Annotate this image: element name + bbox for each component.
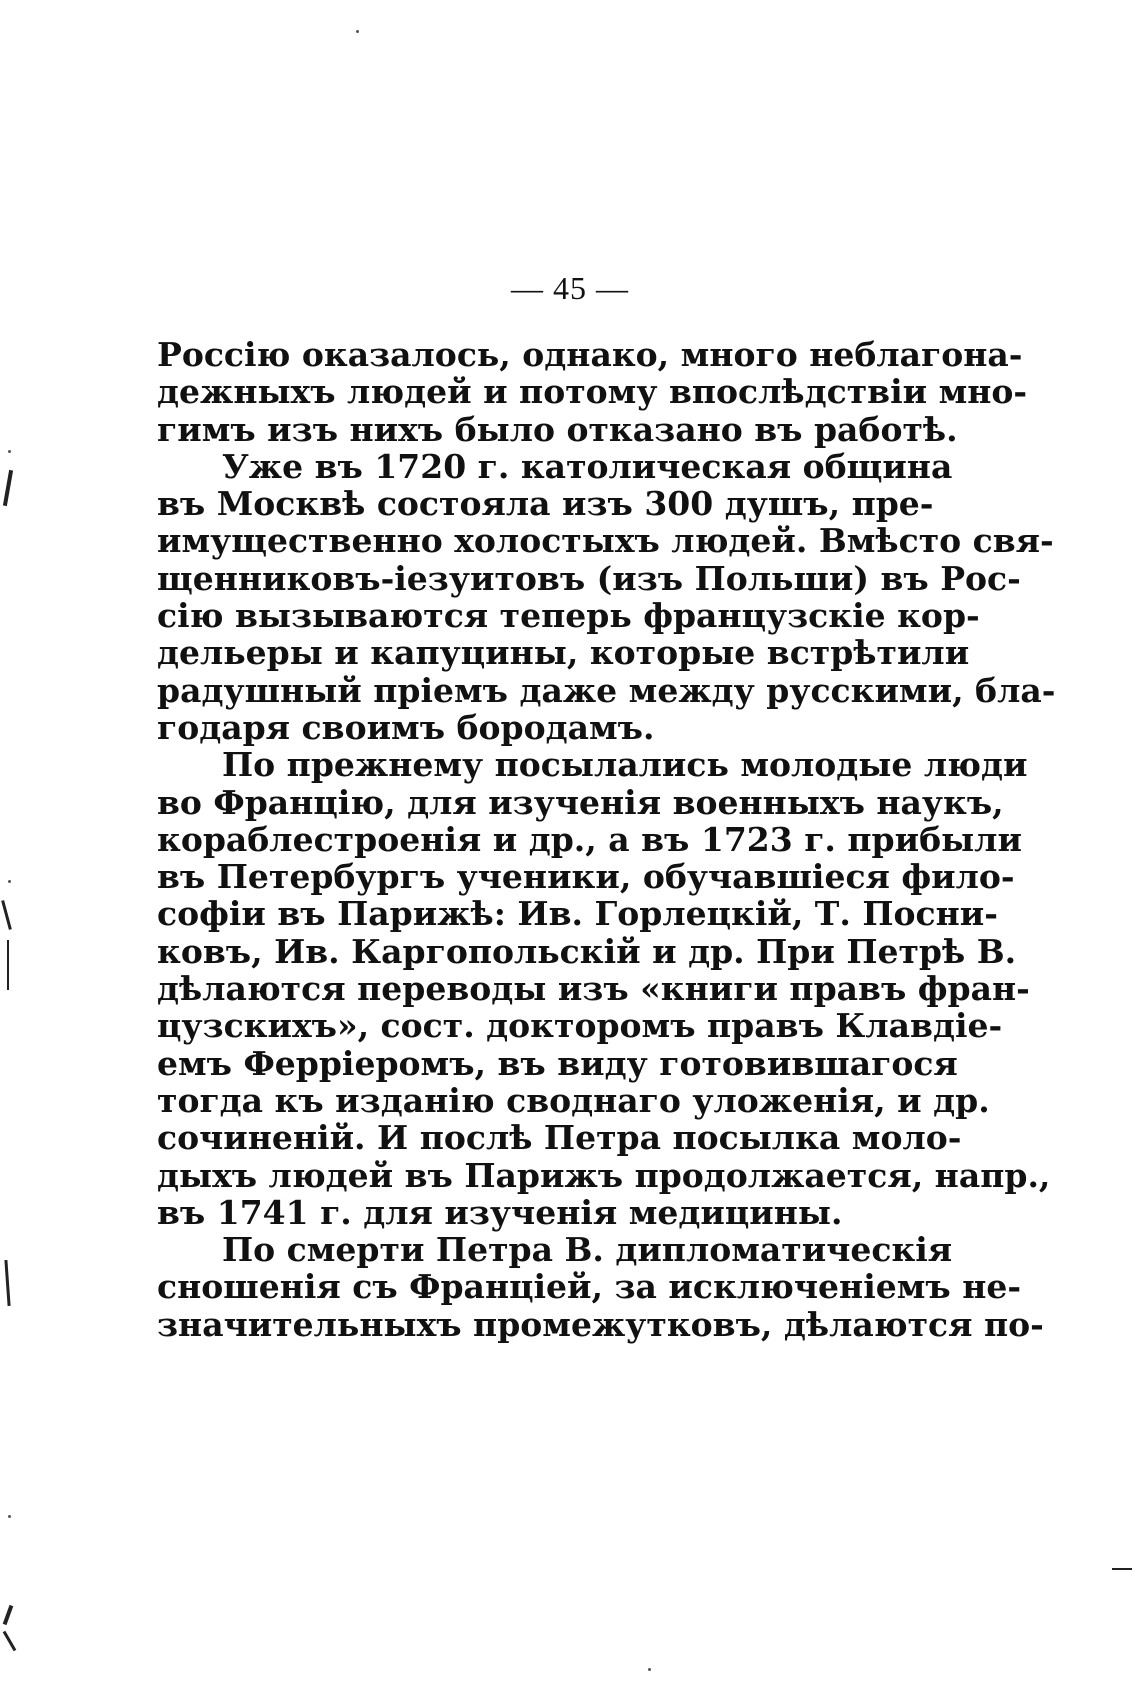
body-text: [157, 335, 1056, 1344]
paragraph-start-line: Уже въ 1720 г. католическая община: [222, 446, 953, 486]
text-line: сію вызываются теперь французскіе кор-: [157, 596, 980, 636]
text-line: дельеры и капуцины, которые встрѣтили: [157, 633, 970, 673]
scan-speck: [8, 1515, 11, 1518]
scan-mark: [7, 940, 9, 990]
paragraph-start-line: По смерти Петра В. дипломатическія: [222, 1230, 953, 1270]
page-number: — 45 —: [511, 270, 629, 306]
text-line: щенниковъ-іезуитовъ (изъ Польши) въ Рос-: [157, 558, 1021, 598]
paragraph-start-line: По прежнему посылались молодые люди: [222, 745, 1028, 785]
scan-speck: [8, 450, 11, 453]
text-line: дыхъ людей въ Парижъ продолжается, напр.,: [157, 1155, 1051, 1195]
text-line: годаря своимъ бородамъ.: [157, 707, 655, 747]
text-line: емъ Ферріеромъ, въ виду готовившагося: [157, 1043, 958, 1083]
text-line: значительныхъ промежутковъ, дѣлаются по-: [157, 1304, 1044, 1344]
scan-mark: [4, 1260, 10, 1306]
text-line: цузскихъ», сост. докторомъ правъ Клавдіе-: [157, 1006, 1003, 1046]
text-line: радушный пріемъ даже между русскими, бла-: [157, 670, 1056, 710]
scan-speck: [8, 880, 11, 883]
text-line: дѣлаются переводы изъ «книги правъ фран-: [157, 969, 1030, 1009]
scan-mark: [3, 1631, 17, 1652]
scan-mark: [1112, 1568, 1132, 1570]
text-line: Россію оказалось, однако, много неблагона-: [157, 335, 1023, 374]
text-line: тогда къ изданію своднаго уложенія, и др.: [157, 1080, 990, 1120]
scan-mark: [3, 470, 13, 506]
text-line: въ Москвѣ состояла изъ 300 душъ, пре-: [157, 484, 934, 524]
scan-mark: [1, 900, 12, 930]
text-line: имущественно холостыхъ людей. Вмѣсто свя-: [157, 521, 1054, 561]
scan-speck: [648, 1668, 651, 1671]
text-line: въ 1741 г. для изученія медицины.: [157, 1192, 843, 1232]
text-line: сочиненій. И послѣ Петра посылка моло-: [157, 1118, 962, 1158]
text-line: дежныхъ людей и потому впослѣдствіи мно-: [157, 372, 1028, 412]
scan-speck: [356, 30, 359, 33]
text-line: гимъ изъ нихъ было отказано въ работѣ.: [157, 409, 958, 449]
text-line: во Францію, для изученія военныхъ наукъ,: [157, 782, 1004, 822]
text-line: ковъ, Ив. Каргопольскій и др. При Петрѣ В.: [157, 931, 1017, 971]
scan-mark: [3, 1605, 14, 1625]
text-line: софіи въ Парижѣ: Ив. Горлецкій, Т. Посни-: [157, 894, 998, 934]
text-line: кораблестроенія и др., а въ 1723 г. прибыли: [157, 819, 1022, 859]
text-line: сношенія съ Франціей, за исключеніемъ не-: [157, 1267, 1022, 1307]
text-line: въ Петербургъ ученики, обучавшіеся фило-: [157, 857, 1015, 897]
